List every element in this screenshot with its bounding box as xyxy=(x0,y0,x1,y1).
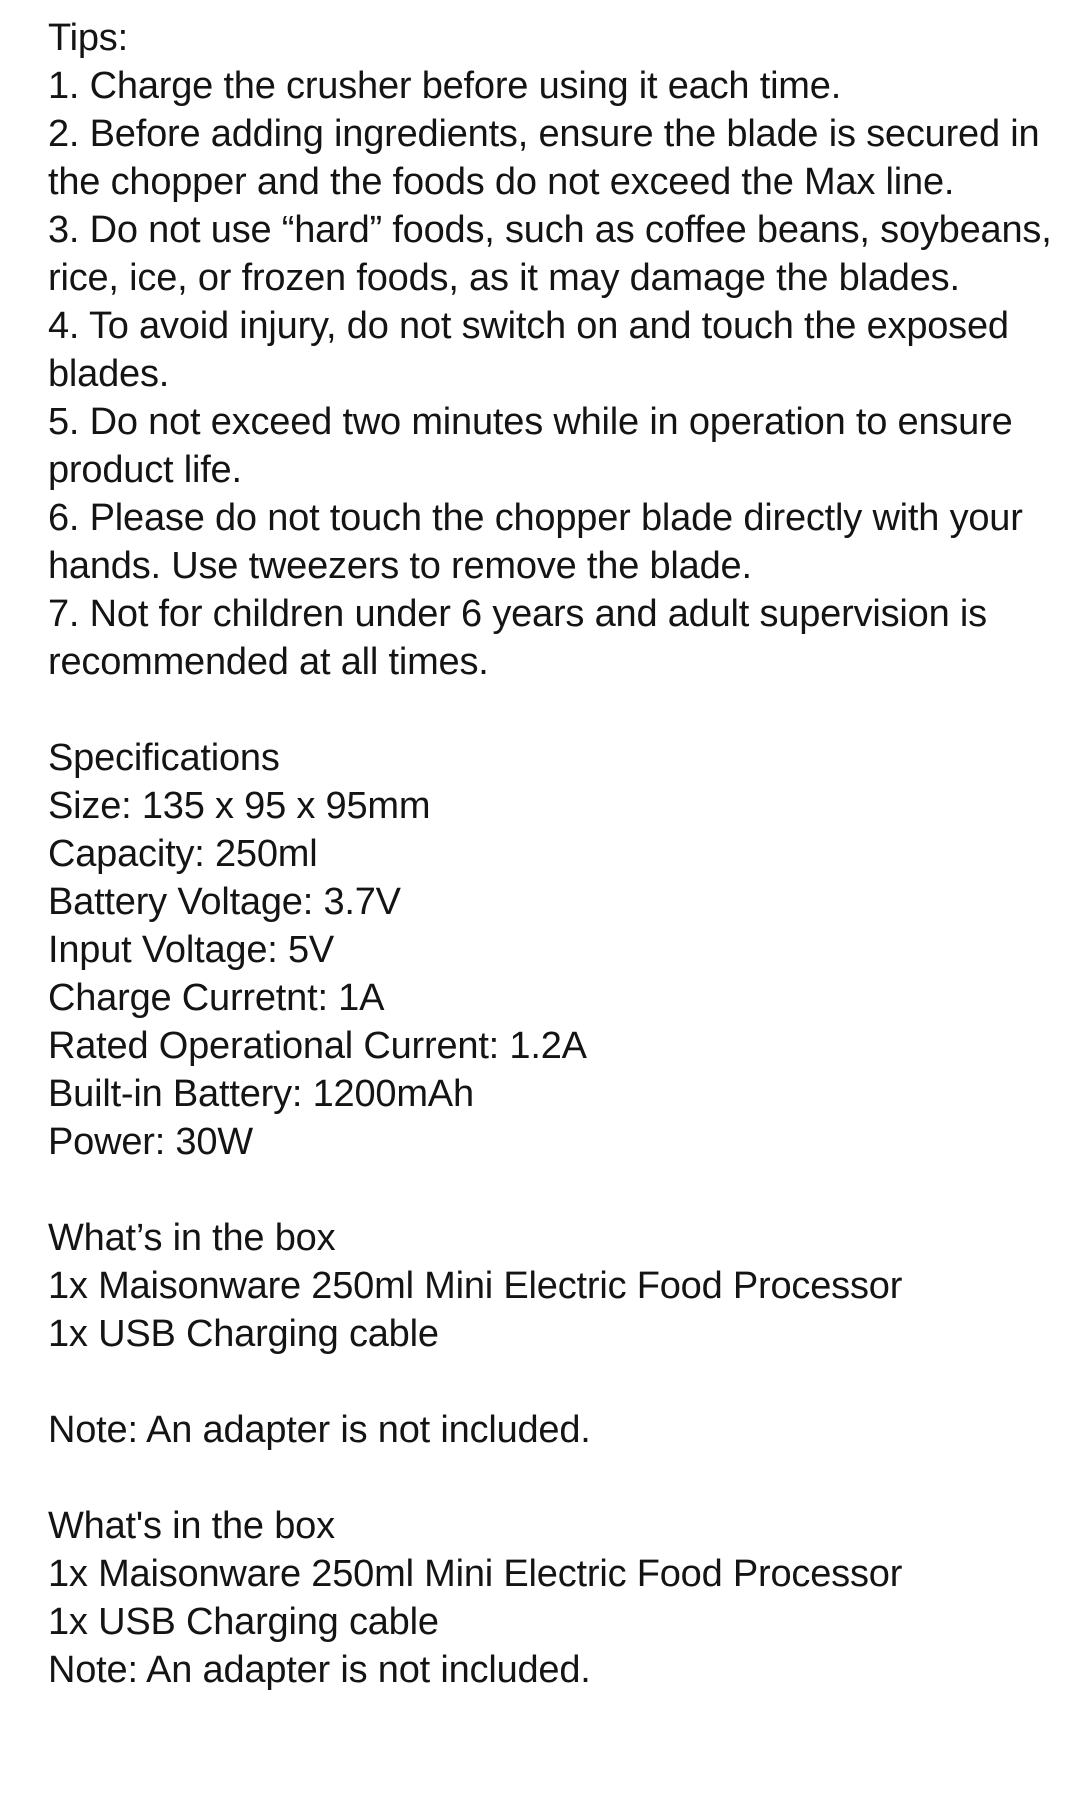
box-item: 1x USB Charging cable xyxy=(48,1313,439,1355)
box-item: 1x Maisonware 250ml Mini Electric Food Processor xyxy=(48,1553,903,1595)
tip-item: 6. Please do not touch the chopper blade directly with your hands. Use tweezers to remove the blade. xyxy=(48,497,1023,587)
tip-item: 5. Do not exceed two minutes while in operation to ensure product life. xyxy=(48,401,1013,491)
spec-item: Rated Operational Current: 1.2A xyxy=(48,1025,587,1067)
paragraph-gap xyxy=(48,1454,1058,1502)
spec-item: Input Voltage: 5V xyxy=(48,929,335,971)
paragraph-gap xyxy=(48,1358,1058,1406)
paragraph-gap xyxy=(48,1166,1058,1214)
tip-item: 2. Before adding ingredients, ensure the blade is secured in the chopper and the foods do not exceed the Max line. xyxy=(48,113,1040,203)
tip-item: 4. To avoid injury, do not switch on and touch the exposed blades. xyxy=(48,305,1009,395)
tip-item: 3. Do not use “hard” foods, such as coffee beans, soybeans, rice, ice, or frozen foods, as it may damage the blades. xyxy=(48,209,1052,299)
box-contents-heading-repeat: What's in the box xyxy=(48,1505,335,1547)
box-contents-heading: What’s in the box xyxy=(48,1217,336,1259)
spec-item: Capacity: 250ml xyxy=(48,833,318,875)
spec-item: Built-in Battery: 1200mAh xyxy=(48,1073,474,1115)
spec-item: Power: 30W xyxy=(48,1121,253,1163)
spec-item: Battery Voltage: 3.7V xyxy=(48,881,401,923)
adapter-note-repeat: Note: An adapter is not included. xyxy=(48,1649,591,1691)
spec-item: Size: 135 x 95 x 95mm xyxy=(48,785,431,827)
box-item: 1x Maisonware 250ml Mini Electric Food Processor xyxy=(48,1265,903,1307)
product-description xyxy=(48,14,1058,1694)
specifications-heading: Specifications xyxy=(48,737,280,779)
tips-heading: Tips: xyxy=(48,17,128,59)
paragraph-gap xyxy=(48,686,1058,734)
tip-item: 7. Not for children under 6 years and adult supervision is recommended at all times. xyxy=(48,593,987,683)
spec-item: Charge Curretnt: 1A xyxy=(48,977,385,1019)
box-item: 1x USB Charging cable xyxy=(48,1601,439,1643)
adapter-note: Note: An adapter is not included. xyxy=(48,1409,591,1451)
tip-item: 1. Charge the crusher before using it each time. xyxy=(48,65,842,107)
